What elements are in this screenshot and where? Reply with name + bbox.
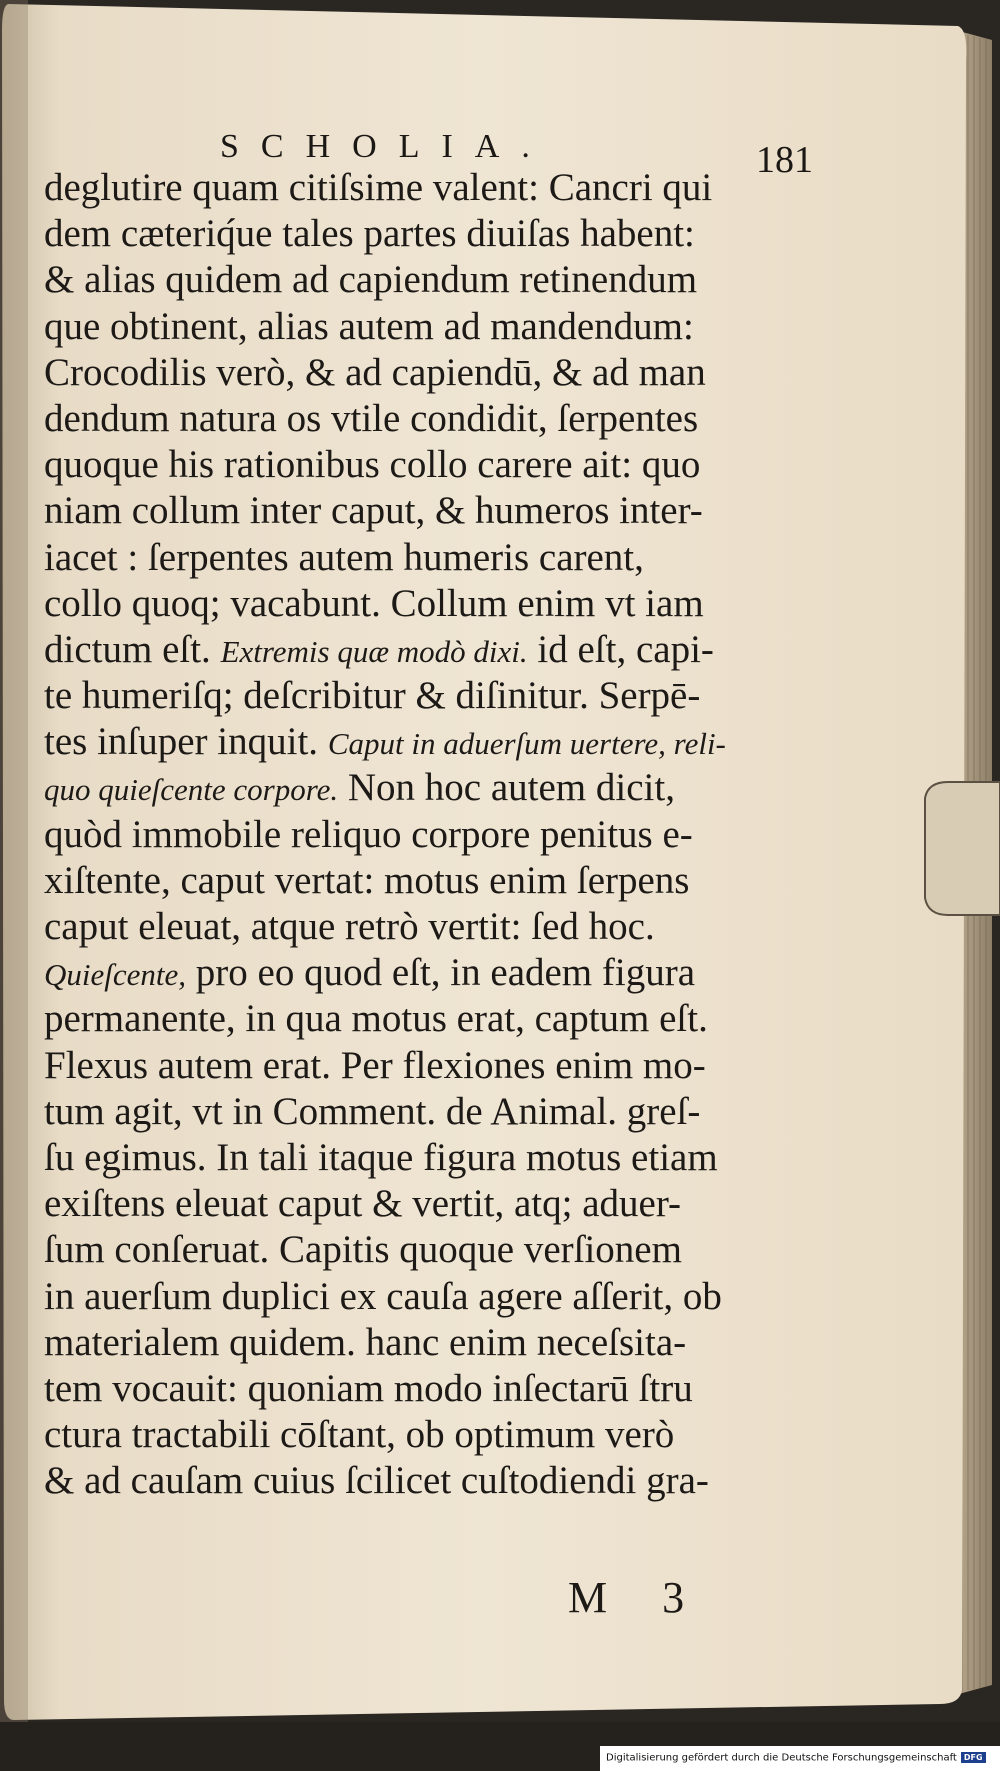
- text-line: [44, 673, 824, 719]
- text-line: [44, 211, 824, 257]
- italic-lemma: quo quieſcente corpore.: [44, 772, 339, 808]
- text-segment: dendum natura os vtile condidit, ſerpentes: [44, 396, 699, 440]
- text-segment: ctura tractabili cōſtant, ob optimum verò: [44, 1413, 675, 1457]
- text-segment: pro eo quod eſt, in eadem figura: [186, 951, 696, 995]
- text-segment: materialem quidem. hanc enim neceſsita-: [44, 1320, 687, 1364]
- text-line: [44, 535, 824, 581]
- text-segment: deglutire quam citiſsime valent: Cancri qui: [44, 166, 713, 209]
- text-line: [44, 858, 824, 904]
- footer-credit: [606, 1752, 986, 1764]
- running-head: SCHOLIA.: [220, 128, 552, 165]
- text-segment: permanente, in qua motus erat, captum eſt.: [44, 997, 708, 1041]
- text-line: [44, 765, 824, 811]
- text-segment: in auerſum duplici ex cauſa agere aſſerit, ob: [44, 1274, 722, 1318]
- text-line: [44, 904, 824, 950]
- italic-lemma: Caput in aduerſum uertere, reli-: [327, 726, 726, 762]
- text-segment: id eſt, capi-: [527, 627, 714, 671]
- text-line: [44, 350, 824, 396]
- text-segment: caput eleuat, atque retrò vertit: ſed hoc.: [44, 905, 655, 948]
- text-segment: Non hoc autem dicit,: [338, 766, 675, 810]
- text-segment: ſu egimus. In tali itaque figura motus etiam: [44, 1135, 718, 1179]
- text-segment: te humeriſq; deſcribitur & diſinitur. Serpē-: [44, 674, 701, 718]
- text-line: [44, 719, 824, 765]
- text-line: [44, 1181, 824, 1227]
- text-line: [44, 488, 824, 534]
- text-segment: Flexus autem erat. Per flexiones enim mo-: [44, 1043, 706, 1087]
- text-segment: & ad cauſam cuius ſcilicet cuſtodiendi gra-: [44, 1459, 709, 1503]
- text-segment: & alias quidem ad capiendum retinendum: [44, 258, 698, 302]
- text-line: [44, 581, 824, 627]
- text-line: [44, 442, 824, 488]
- text-line: [44, 1043, 824, 1089]
- text-segment: Crocodilis verò, & ad capiendū, & ad man: [44, 350, 706, 394]
- italic-lemma: Extremis quæ modò dixi.: [220, 633, 528, 669]
- text-line: [44, 996, 824, 1042]
- footer-credit-text: Digitalisierung gefördert durch die Deutsche Forschungsgemeinschaft: [606, 1752, 957, 1764]
- text-segment: exiſtens eleuat caput & vertit, atq; aduer-: [44, 1182, 682, 1226]
- text-line: [44, 257, 824, 303]
- text-line: [44, 627, 824, 673]
- text-segment: niam collum inter caput, & humeros inter-: [44, 489, 703, 533]
- text-segment: collo quoq; vacabunt. Collum enim vt iam: [44, 581, 704, 625]
- text-segment: xiſtente, caput vertat: motus enim ſerpens: [44, 858, 690, 902]
- dfg-logo: DFG: [961, 1752, 986, 1763]
- text-segment: tes inſuper inquit.: [44, 720, 328, 764]
- text-line: [44, 1227, 824, 1273]
- text-line: [44, 304, 824, 350]
- text-segment: dem cæteriq́ue tales partes diuiſas habent:: [44, 212, 695, 256]
- text-segment: quòd immobile reliquo corpore penitus e-: [44, 812, 693, 856]
- text-segment: tem vocauit: quoniam modo inſectarū ſtru: [44, 1366, 693, 1410]
- italic-lemma: Quieſcente,: [44, 957, 187, 993]
- text-segment: que obtinent, alias autem ad mandendum:: [44, 304, 694, 348]
- body-text: [44, 165, 824, 1504]
- text-line: [44, 950, 824, 996]
- text-line: [44, 812, 824, 858]
- text-line: [44, 396, 824, 442]
- text-segment: ſum conſeruat. Capitis quoque verſionem: [44, 1228, 682, 1272]
- signature-mark: M 3: [568, 1573, 707, 1622]
- text-line: [44, 1274, 824, 1320]
- text-segment: tum agit, vt in Comment. de Animal. greſ-: [44, 1089, 701, 1133]
- text-line: [44, 1320, 824, 1366]
- text-segment: quoque his rationibus collo carere ait: quo: [44, 443, 701, 487]
- text-line: [44, 1458, 824, 1504]
- text-line: [44, 1089, 824, 1135]
- text-segment: dictum eſt.: [44, 627, 221, 671]
- page-number: 181: [756, 139, 813, 181]
- text-line: [44, 1135, 824, 1181]
- text-line: [44, 1366, 824, 1412]
- text-segment: iacet : ſerpentes autem humeris carent,: [44, 535, 644, 579]
- text-line: [44, 1412, 824, 1458]
- text-line: [44, 165, 824, 211]
